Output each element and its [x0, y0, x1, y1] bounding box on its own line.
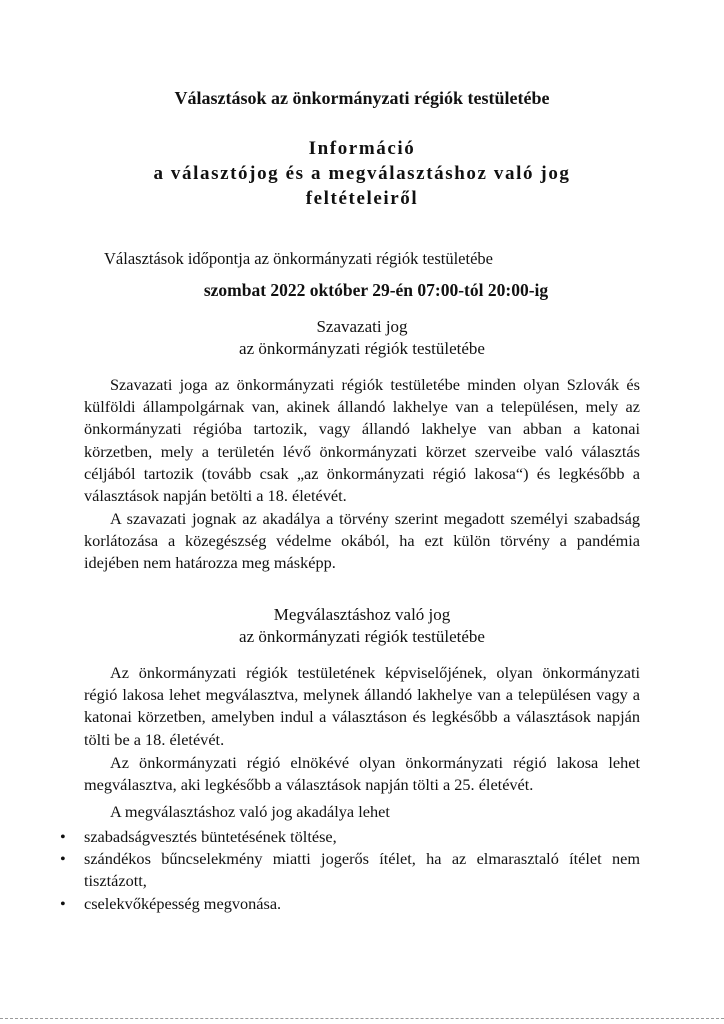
list-item: • szándékos bűncselekmény miatti jogerős ítélet, ha az elmarasztaló ítélet nem tisztázott,: [60, 849, 640, 891]
bullet-icon: •: [60, 849, 66, 869]
eligibility-paragraph-3: A megválasztáshoz való jog akadálya lehet: [110, 802, 390, 821]
election-date-value: szombat 2022 október 29-én 07:00-tól 20:00-ig: [203, 280, 549, 300]
section-eligibility-title-line-2: az önkormányzati régiók testületébe: [239, 627, 485, 646]
info-heading-line-2: a választójog és a megválasztáshoz való jog: [153, 163, 571, 184]
section-voting-right-title: [60, 316, 664, 360]
info-heading-line-3: feltételeiről: [305, 188, 419, 209]
info-heading: [60, 136, 664, 211]
bullet-icon: •: [60, 893, 66, 913]
list-item: • cselekvőképesség megvonása.: [60, 893, 640, 915]
eligibility-paragraph-1: Az önkormányzati régiók testületének képviselőjének, olyan önkormányzati régió lakosa lehet megválasztva, melynek állandó lakhelye van a településen vagy a katonai körzetben, amelyben indul a választáson és legkésőbb a választások napján tölti be a 18. életévét.: [84, 663, 640, 749]
voting-right-paragraph-1: Szavazati joga az önkormányzati régiók testületébe minden olyan Szlovák és külföldi állampolgárnak van, akinek állandó lakhelye van a településen, mely az önkormányzati régióba tartozik, vagy állandó lakhelye van abban a katonai körzetben, mely a területén lévő önkormányzati körzet szerveibe való választás céljából tartozik (tovább csak „az önkormányzati régió lakosa“) és legkésőbb a választások napján betölti a 18. életévét.: [84, 375, 640, 506]
voting-right-paragraph-2: A szavazati jognak az akadálya a törvény szerint megadott személyi szabadság korlátozása a közegészség védelme okából, ha ezt külön törvény a pandémia idejében nem határozza meg másképp.: [84, 509, 640, 573]
list-item: • szabadságvesztés büntetésének töltése,: [60, 826, 640, 848]
election-date-intro: Választások időpontja az önkormányzati régiók testületébe: [104, 249, 493, 268]
info-heading-line-1: Információ: [308, 138, 416, 159]
section-voting-right-title-line-1: Szavazati jog: [316, 317, 408, 336]
eligibility-obstacles-list: [60, 826, 640, 915]
document-title: Választások az önkormányzati régiók testületébe: [174, 88, 550, 108]
eligibility-paragraph-2: Az önkormányzati régió elnökévé olyan önkormányzati régió lakosa lehet megválasztva, aki legkésőbb a választások napján tölti a 25. életévét.: [84, 753, 640, 795]
bullet-icon: •: [60, 827, 66, 846]
page-bottom-divider: [0, 1018, 724, 1019]
section-eligibility-title-line-1: Megválasztáshoz való jog: [273, 605, 451, 624]
section-eligibility-title: [60, 604, 664, 648]
section-voting-right-title-line-2: az önkormányzati régiók testületébe: [239, 339, 485, 358]
